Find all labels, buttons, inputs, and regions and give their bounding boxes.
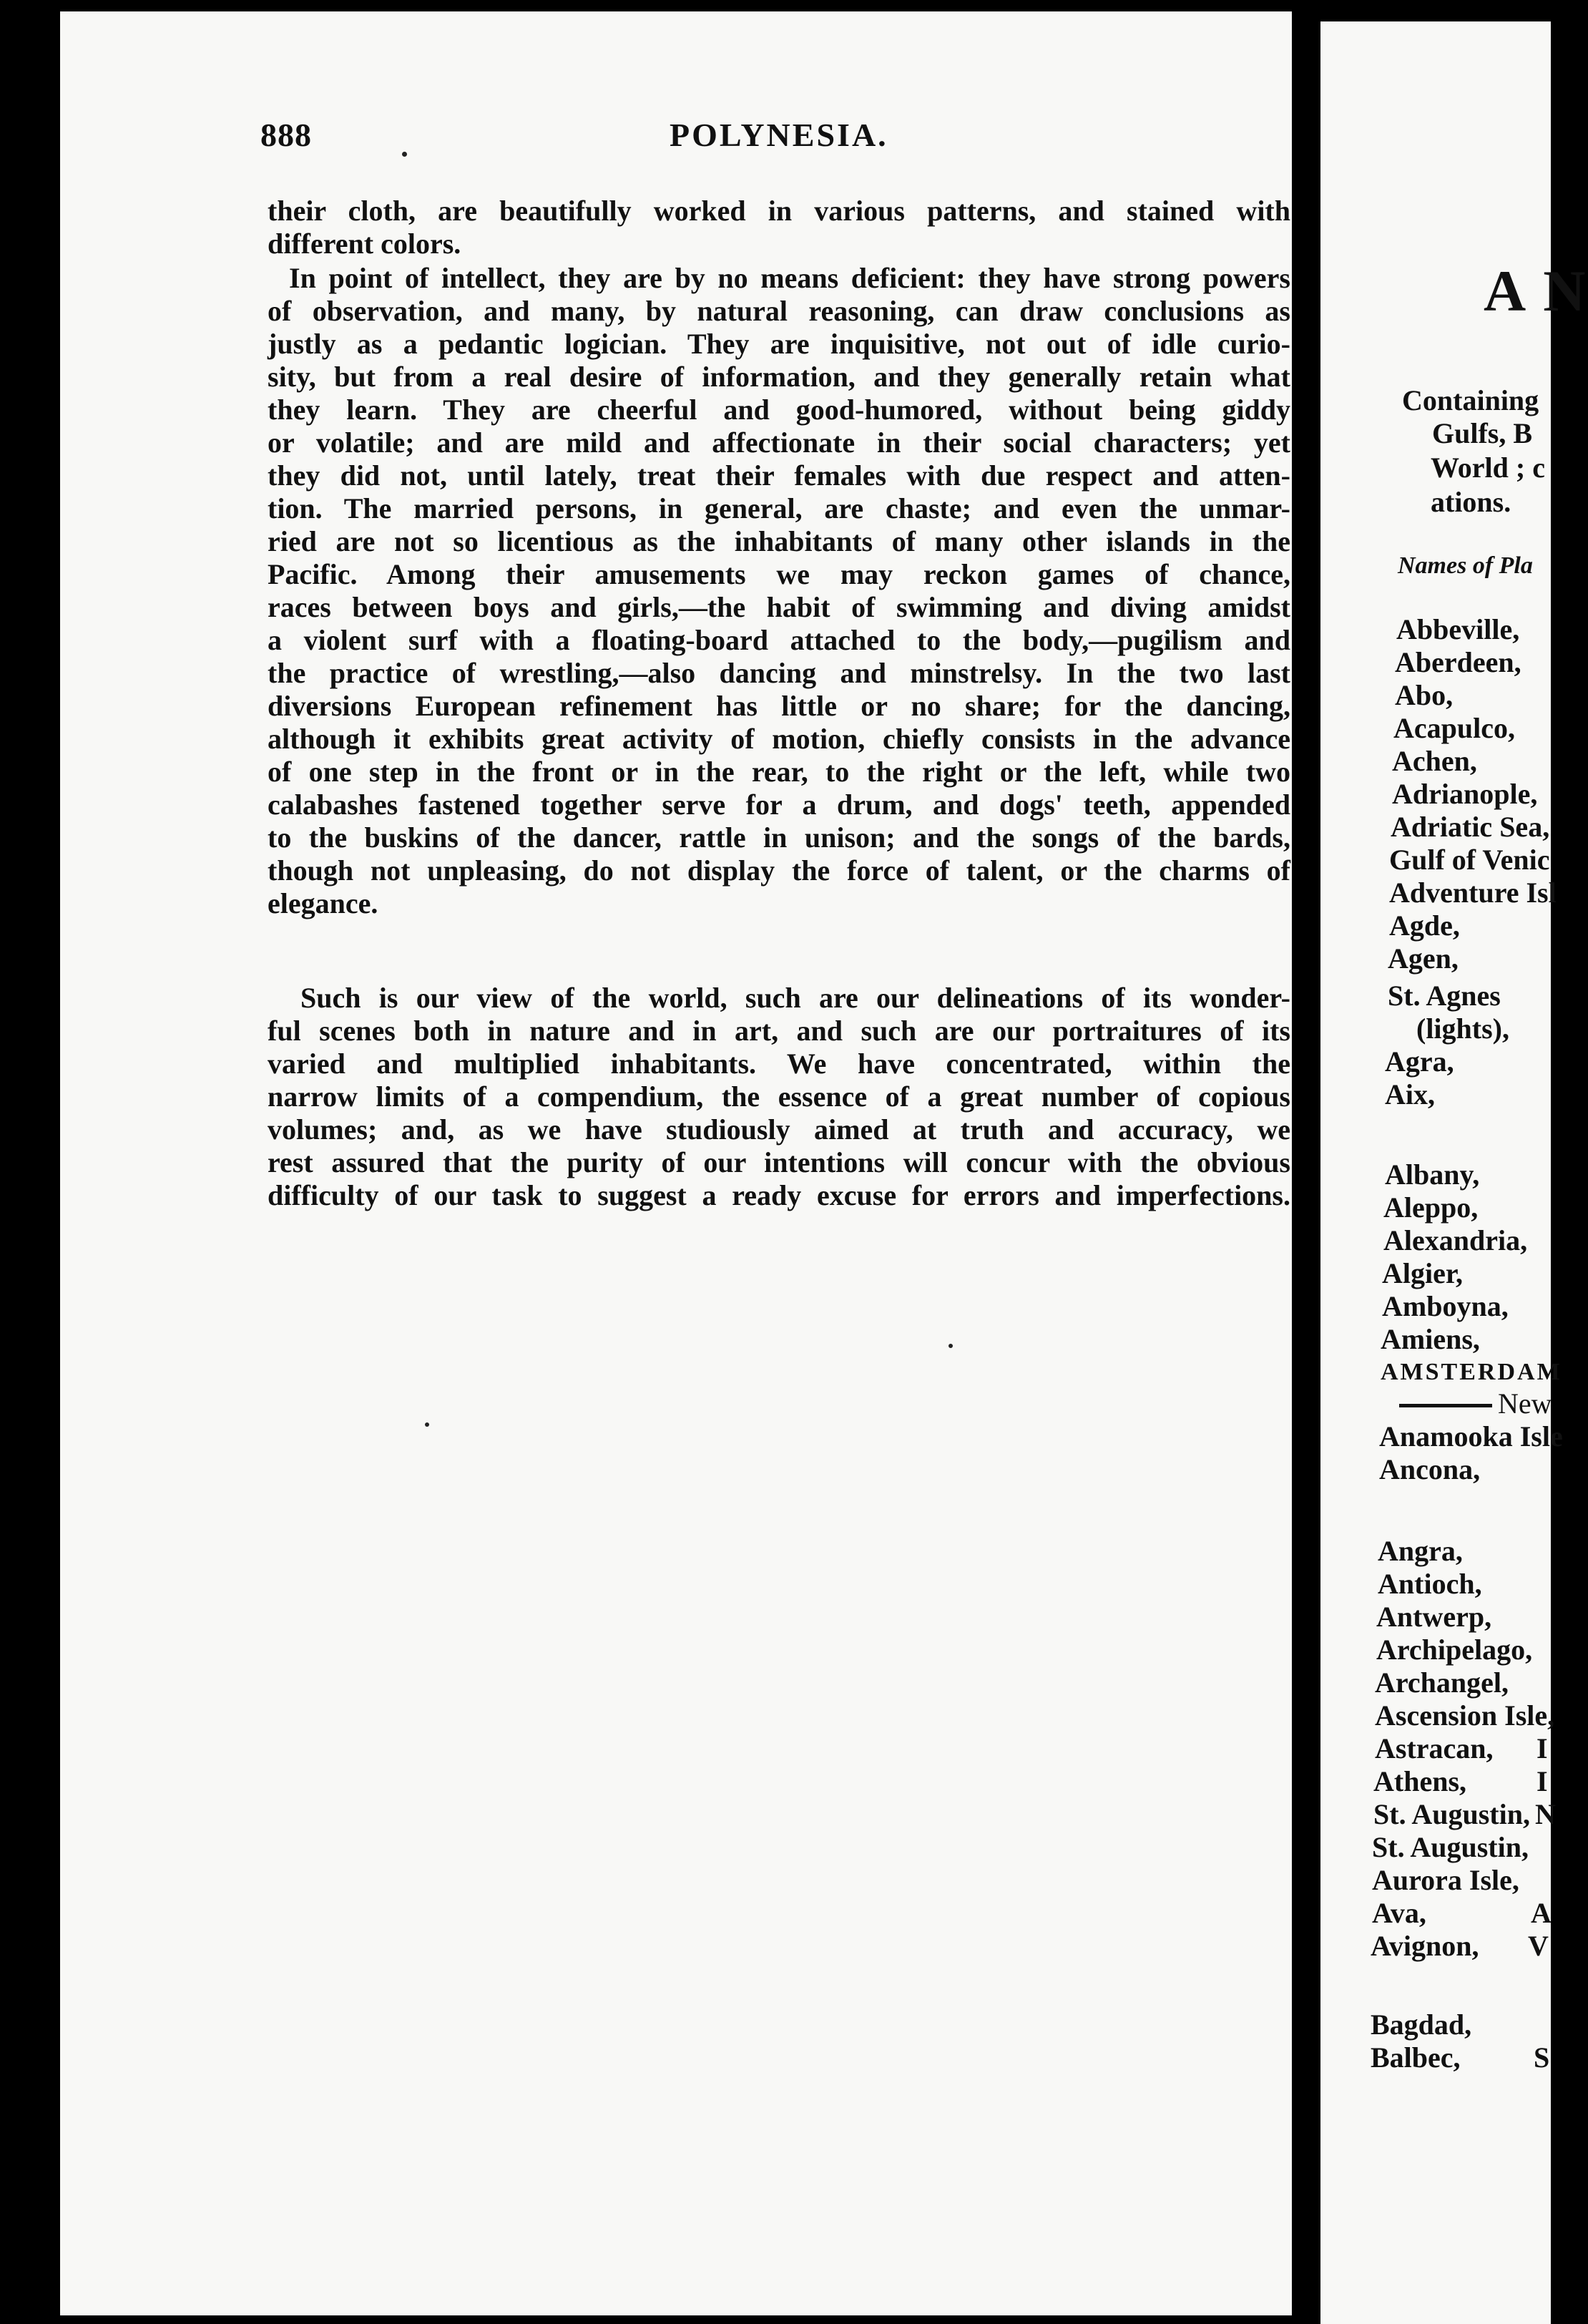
text-line: calabashes fastened together serve for a drum, and dogs' teeth, appended	[268, 788, 1290, 821]
index-entry: Adventure Isl	[1389, 877, 1557, 909]
edge-letter: S	[1534, 2041, 1550, 2074]
index-entry: Amiens,	[1381, 1323, 1480, 1355]
text-line: though not unpleasing, do not display the force of talent, or the charms of	[268, 854, 1290, 887]
index-entry: St. Agnes	[1388, 980, 1501, 1012]
text-line: although it exhibits great activity of motion, chiefly consists in the advance	[268, 723, 1290, 755]
index-entry: Archipelago,	[1376, 1634, 1533, 1666]
ink-speck	[402, 152, 407, 157]
index-entry: Astracan,	[1375, 1732, 1494, 1764]
index-entry: Amboyna,	[1382, 1290, 1509, 1322]
index-entry: Abo,	[1395, 679, 1454, 711]
index-entry: Aleppo,	[1383, 1191, 1479, 1224]
text-line: volumes; and, as we have studiously aimed at truth and accuracy, we	[268, 1113, 1290, 1146]
left-page	[60, 11, 1292, 2315]
ink-speck	[425, 1422, 429, 1427]
index-entry: Gulf of Venic	[1389, 844, 1550, 876]
index-entry: Algier,	[1382, 1257, 1463, 1289]
text-line: difficulty of our task to suggest a ready excuse for errors and imperfections.	[268, 1179, 1290, 1211]
text-line: elegance.	[268, 887, 378, 919]
index-entry: Albany,	[1385, 1158, 1480, 1191]
text-line: of observation, and many, by natural reasoning, can draw conclusions as	[268, 295, 1290, 327]
text-line: to the buskins of the dancer, rattle in unison; and the songs of the bards,	[268, 821, 1290, 854]
index-entry: Acapulco,	[1393, 712, 1515, 744]
index-entry: St. Augustin,	[1372, 1831, 1529, 1863]
index-entry: Aurora Isle,	[1372, 1864, 1519, 1896]
index-entry: Archangel,	[1375, 1666, 1509, 1699]
index-entry: AMSTERDAM	[1381, 1359, 1562, 1385]
text-line: rest assured that the purity of our intentions will concur with the obvious	[268, 1146, 1290, 1178]
index-entry: Angra,	[1378, 1535, 1463, 1567]
index-title: A N	[1484, 258, 1588, 323]
index-entry: Antioch,	[1378, 1568, 1482, 1600]
text-line: tion. The married persons, in general, are chaste; and even the unmar-	[268, 492, 1290, 524]
intro-line: ations.	[1431, 486, 1511, 518]
index-entry: Avignon,	[1371, 1930, 1479, 1962]
index-entry: Agra,	[1385, 1045, 1454, 1078]
edge-letter: V	[1528, 1930, 1549, 1962]
edge-letter: N	[1535, 1798, 1556, 1830]
text-line: different colors.	[268, 228, 461, 260]
text-line: they did not, until lately, treat their females with due respect and atten-	[268, 459, 1290, 492]
intro-line: Containing	[1402, 384, 1539, 416]
text-line: they learn. They are cheerful and good-humored, without being giddy	[268, 394, 1290, 426]
ink-speck	[949, 1344, 953, 1348]
intro-line: Gulfs, B	[1432, 417, 1533, 449]
text-line: or volatile; and are mild and affectionate in their social characters; yet	[268, 426, 1290, 459]
edge-letter: I	[1536, 1765, 1548, 1797]
right-page	[1320, 21, 1588, 2324]
index-entry: Ascension Isle,	[1375, 1699, 1555, 1732]
index-entry: Bagdad,	[1371, 2008, 1472, 2041]
text-line: In point of intellect, they are by no means deficient: they have strong powers	[289, 262, 1290, 294]
text-line: Pacific. Among their amusements we may reckon games of chance,	[268, 558, 1290, 590]
index-entry: St. Augustin,	[1373, 1798, 1530, 1830]
text-line: diversions European refinement has little or no share; for the dancing,	[268, 690, 1290, 722]
index-entry: Balbec,	[1371, 2041, 1461, 2074]
ditto-rule	[1399, 1404, 1492, 1407]
column-head: Names of Pla	[1398, 552, 1533, 579]
index-entry: Ava,	[1372, 1897, 1426, 1929]
index-entry: Ancona,	[1379, 1453, 1481, 1485]
text-line: narrow limits of a compendium, the essence of a great number of copious	[268, 1080, 1290, 1113]
running-head: POLYNESIA.	[670, 117, 888, 153]
text-line: their cloth, are beautifully worked in various patterns, and stained with	[268, 195, 1290, 227]
text-line: of one step in the front or in the rear, to the right or the left, while two	[268, 756, 1290, 788]
index-entry: Abbeville,	[1396, 613, 1520, 645]
edge-letter: I	[1536, 1732, 1548, 1764]
edge-letter: A	[1531, 1897, 1552, 1929]
index-entry: Antwerp,	[1376, 1601, 1492, 1633]
index-entry: Achen,	[1392, 745, 1477, 777]
text-line: justly as a pedantic logician. They are inquisitive, not out of idle curio-	[268, 328, 1290, 360]
index-entry: Agde,	[1389, 909, 1460, 942]
index-entry: Adrianople,	[1392, 778, 1538, 810]
index-entry: Alexandria,	[1383, 1224, 1528, 1256]
text-line: ried are not so licentious as the inhabitants of many other islands in the	[268, 525, 1290, 557]
text-line: the practice of wrestling,—also dancing and minstrelsy. In the two last	[268, 657, 1290, 689]
page-number: 888	[260, 117, 312, 153]
index-entry: New	[1498, 1387, 1552, 1420]
text-line: a violent surf with a floating-board attached to the body,—pugilism and	[268, 624, 1290, 656]
index-entry: Athens,	[1373, 1765, 1467, 1797]
text-line: sity, but from a real desire of information, and they generally retain what	[268, 361, 1290, 393]
index-entry: Aberdeen,	[1395, 646, 1521, 678]
index-entry: Agen,	[1388, 942, 1459, 975]
text-line: varied and multiplied inhabitants. We have concentrated, within the	[268, 1048, 1290, 1080]
index-entry: Adriatic Sea,	[1391, 811, 1550, 843]
index-entry: Aix,	[1385, 1078, 1435, 1110]
index-entry: Anamooka Isle	[1379, 1420, 1563, 1452]
text-line: races between boys and girls,—the habit of swimming and diving amidst	[268, 591, 1290, 623]
intro-line: World ; c	[1431, 451, 1545, 484]
text-line: Such is our view of the world, such are our delineations of its wonder-	[300, 982, 1290, 1014]
index-entry: (lights),	[1416, 1012, 1509, 1045]
text-line: ful scenes both in nature and in art, and such are our portraitures of its	[268, 1015, 1290, 1047]
